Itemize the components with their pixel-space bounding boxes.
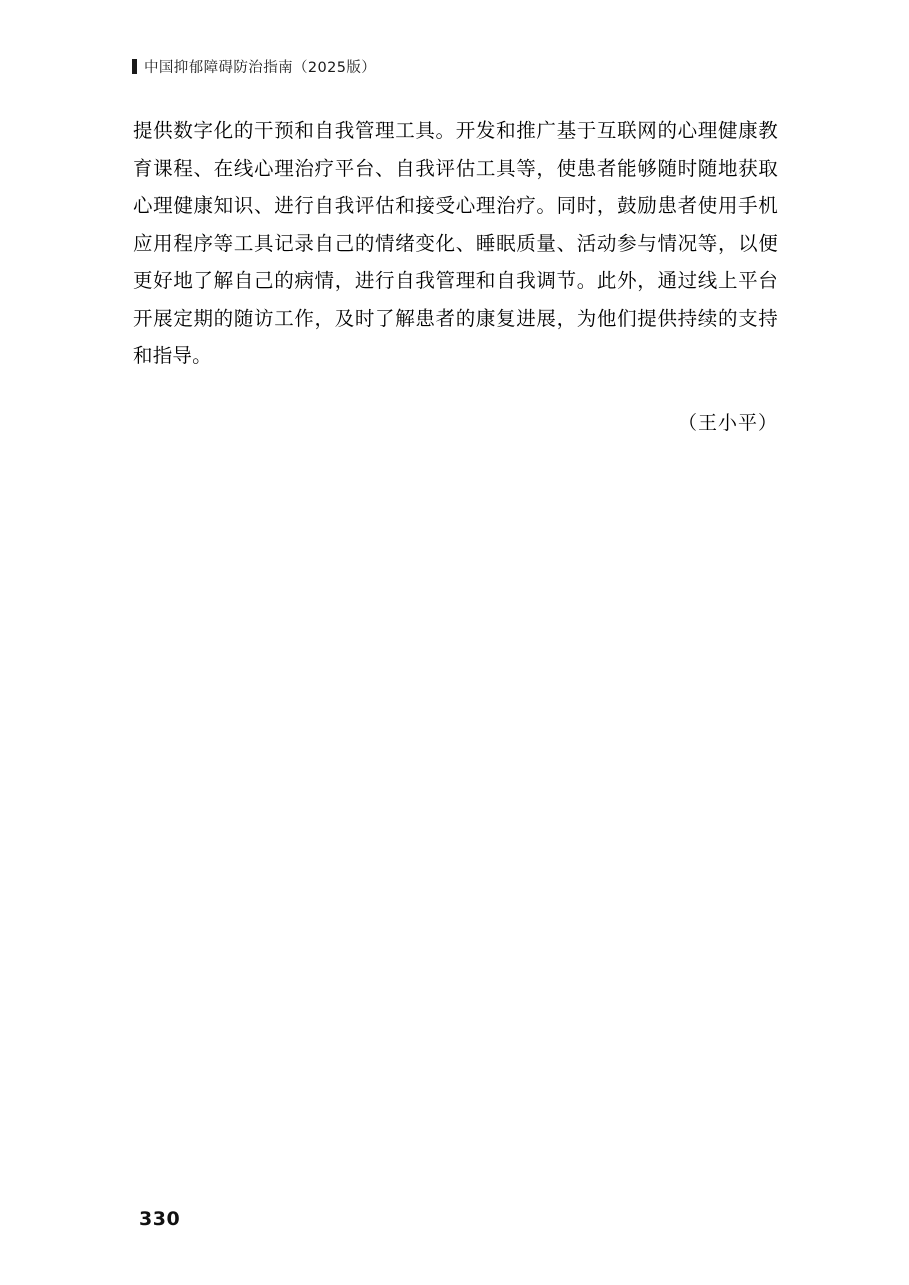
page-number: 330 (139, 1208, 181, 1230)
author-signature: （王小平） (677, 412, 778, 434)
vertical-bar-icon (132, 59, 137, 74)
paragraph: 提供数字化的干预和自我管理工具。开发和推广基于互联网的心理健康教育课程、在线心理治疗平台、自我评估工具等，使患者能够随时随地获取心理健康知识、进行自我评估和接受心理治疗。同时，鼓励患者使用手机应用程序等工具记录自己的情绪变化、睡眠质量、活动参与情况等，以便更好地了解自己的病情，进行自我管理和自我调节。此外，通过线上平台开展定期的随访工作，及时了解患者的康复进展，为他们提供持续的支持和指导。 (133, 119, 778, 367)
body-text-block (133, 112, 778, 375)
running-header (132, 56, 376, 77)
running-header-title: 中国抑郁障碍防治指南（2025版） (144, 60, 377, 76)
